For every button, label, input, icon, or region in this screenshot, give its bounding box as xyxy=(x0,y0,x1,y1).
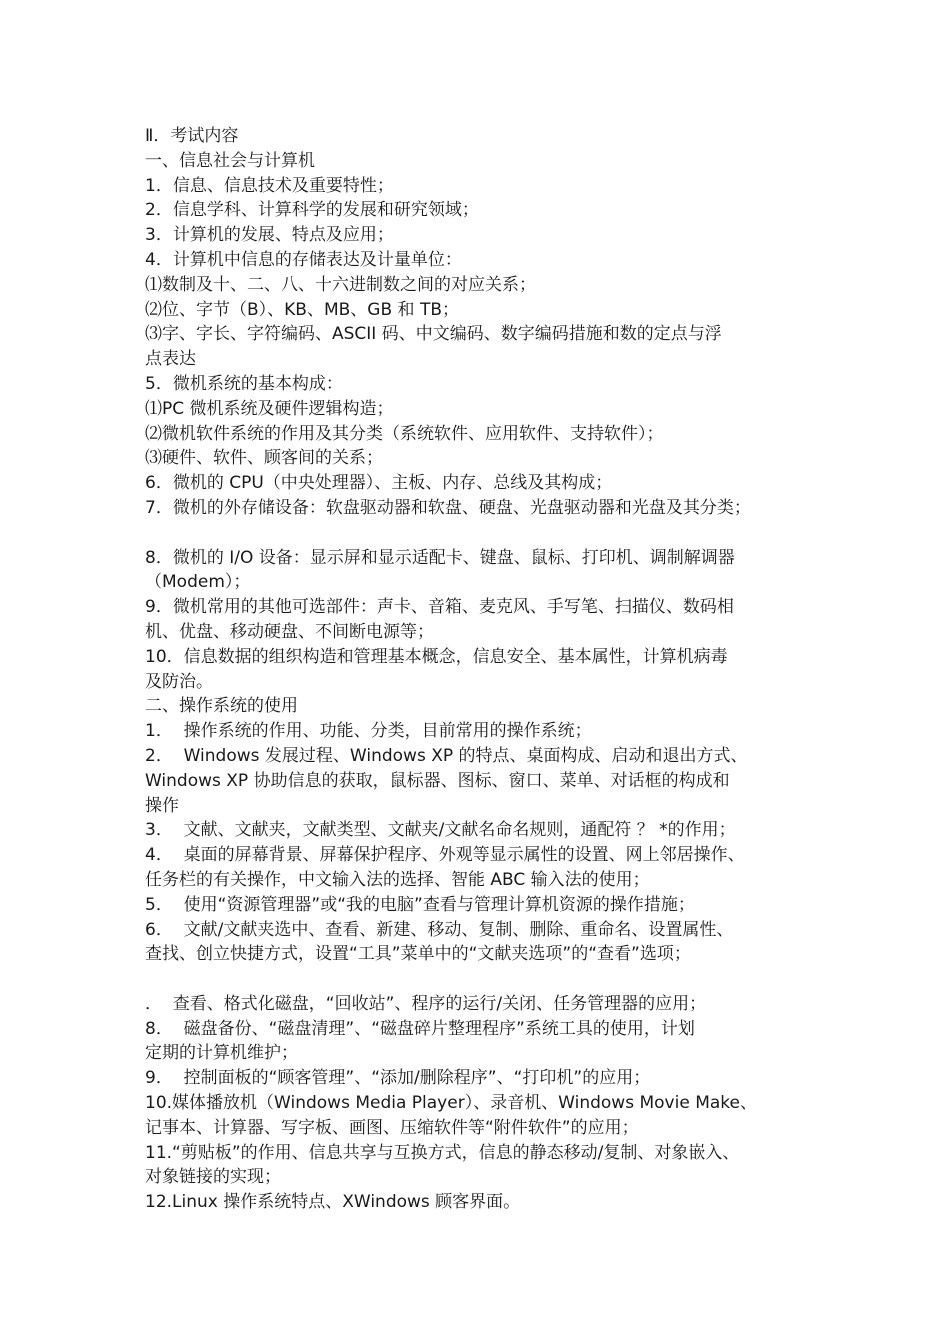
text-line: 对象链接的实现； xyxy=(145,1167,281,1188)
text-line: Windows XP 协助信息的获取，鼠标器、图标、窗口、菜单、对话框的构成和 xyxy=(145,770,730,791)
text-line: 6．微机的 CPU（中央处理器）、主板、内存、总线及其构成； xyxy=(145,473,613,494)
text-line: ⑴数制及十、二、八、十六进制数之间的对应关系； xyxy=(145,274,536,295)
blank-line xyxy=(145,521,817,546)
text-line: 定期的计算机维护； xyxy=(145,1043,298,1064)
document-body xyxy=(145,124,817,1215)
text-line: 一、信息社会与计算机 xyxy=(145,150,315,171)
text-line: ⑶硬件、软件、顾客间的关系； xyxy=(145,448,383,469)
text-line: 及防治。 xyxy=(145,671,213,692)
text-line: 12.Linux 操作系统特点、XWindows 顾客界面。 xyxy=(145,1192,521,1213)
text-line: ⑵位、字节（B）、KB、MB、GB 和 TB； xyxy=(145,299,459,320)
text-line: 5．微机系统的基本构成： xyxy=(145,373,343,394)
text-line: 11.“剪贴板”的作用、信息共享与互换方式，信息的静态移动/复制、对象嵌入、 xyxy=(145,1142,740,1163)
text-line: 1． 操作系统的作用、功能、分类，目前常用的操作系统； xyxy=(145,721,592,742)
text-line: 9．微机常用的其他可选部件：声卡、音箱、麦克风、手写笔、扫描仪、数码相 xyxy=(145,597,734,618)
text-line: 任务栏的有关操作，中文输入法的选择、智能 ABC 输入法的使用； xyxy=(145,869,650,890)
text-line: （Modem）； xyxy=(145,572,251,593)
text-line: 点表达 xyxy=(145,349,196,370)
text-line: 机、优盘、移动硬盘、不间断电源等； xyxy=(145,621,434,642)
text-line: ． 查看、格式化磁盘，“回收站”、程序的运行/关闭、任务管理器的应用； xyxy=(145,993,707,1014)
text-line: 9． 控制面板的“顾客管理”、“添加/删除程序”、“打印机”的应用； xyxy=(145,1068,651,1089)
text-line: 操作 xyxy=(145,795,179,816)
text-line: 查找、创立快捷方式，设置“工具”菜单中的“文献夹选项”的“查看”选项； xyxy=(145,944,691,965)
text-line: 10．信息数据的组织构造和管理基本概念，信息安全、基本属性，计算机病毒 xyxy=(145,646,728,667)
text-line: 1．信息、信息技术及重要特性； xyxy=(145,175,394,196)
text-line: Ⅱ．考试内容 xyxy=(145,126,239,146)
text-line: 二、操作系统的使用 xyxy=(145,696,298,717)
text-line: 5． 使用“资源管理器”或“我的电脑”查看与管理计算机资源的操作措施； xyxy=(145,894,695,915)
text-line: ⑶字、字长、字符编码、ASCII 码、中文编码、数字编码措施和数的定点与浮 xyxy=(145,324,722,345)
text-line: 3． 文献、文献夹，文献类型、文献夹/文献名命名规则，通配符 ？ *的作用； xyxy=(145,820,736,841)
text-line: ⑴PC 微机系统及硬件逻辑构造； xyxy=(145,398,394,419)
blank-line xyxy=(145,967,817,992)
text-line: 7．微机的外存储设备：软盘驱动器和软盘、硬盘、光盘驱动器和光盘及其分类； xyxy=(145,497,751,518)
text-line: 10.媒体播放机（Windows Media Player）、录音机、Windows Movie Make、 xyxy=(145,1093,757,1114)
text-line: 4． 桌面的屏幕背景、屏幕保护程序、外观等显示属性的设置、网上邻居操作、 xyxy=(145,845,745,866)
text-line: 2．信息学科、计算科学的发展和研究领域； xyxy=(145,200,479,221)
text-line: 记事本、计算器、写字板、画图、压缩软件等“附件软件”的应用； xyxy=(145,1117,639,1138)
text-line: 4．计算机中信息的存储表达及计量单位： xyxy=(145,249,462,270)
text-line: 3．计算机的发展、特点及应用； xyxy=(145,225,394,246)
text-line: 8．微机的 I/O 设备：显示屏和显示适配卡、键盘、鼠标、打印机、调制解调器 xyxy=(145,547,735,568)
text-line: ⑵微机软件系统的作用及其分类（系统软件、应用软件、支持软件）； xyxy=(145,423,664,444)
text-line: 2． Windows 发展过程、Windows XP 的特点、桌面构成、启动和退出方式、 xyxy=(145,745,748,766)
text-line: 6． 文献/文献夹选中、查看、新建、移动、复制、删除、重命名、设置属性、 xyxy=(145,919,734,940)
text-line: 8． 磁盘备份、“磁盘清理”、“磁盘碎片整理程序”系统工具的使用，计划 xyxy=(145,1018,695,1039)
